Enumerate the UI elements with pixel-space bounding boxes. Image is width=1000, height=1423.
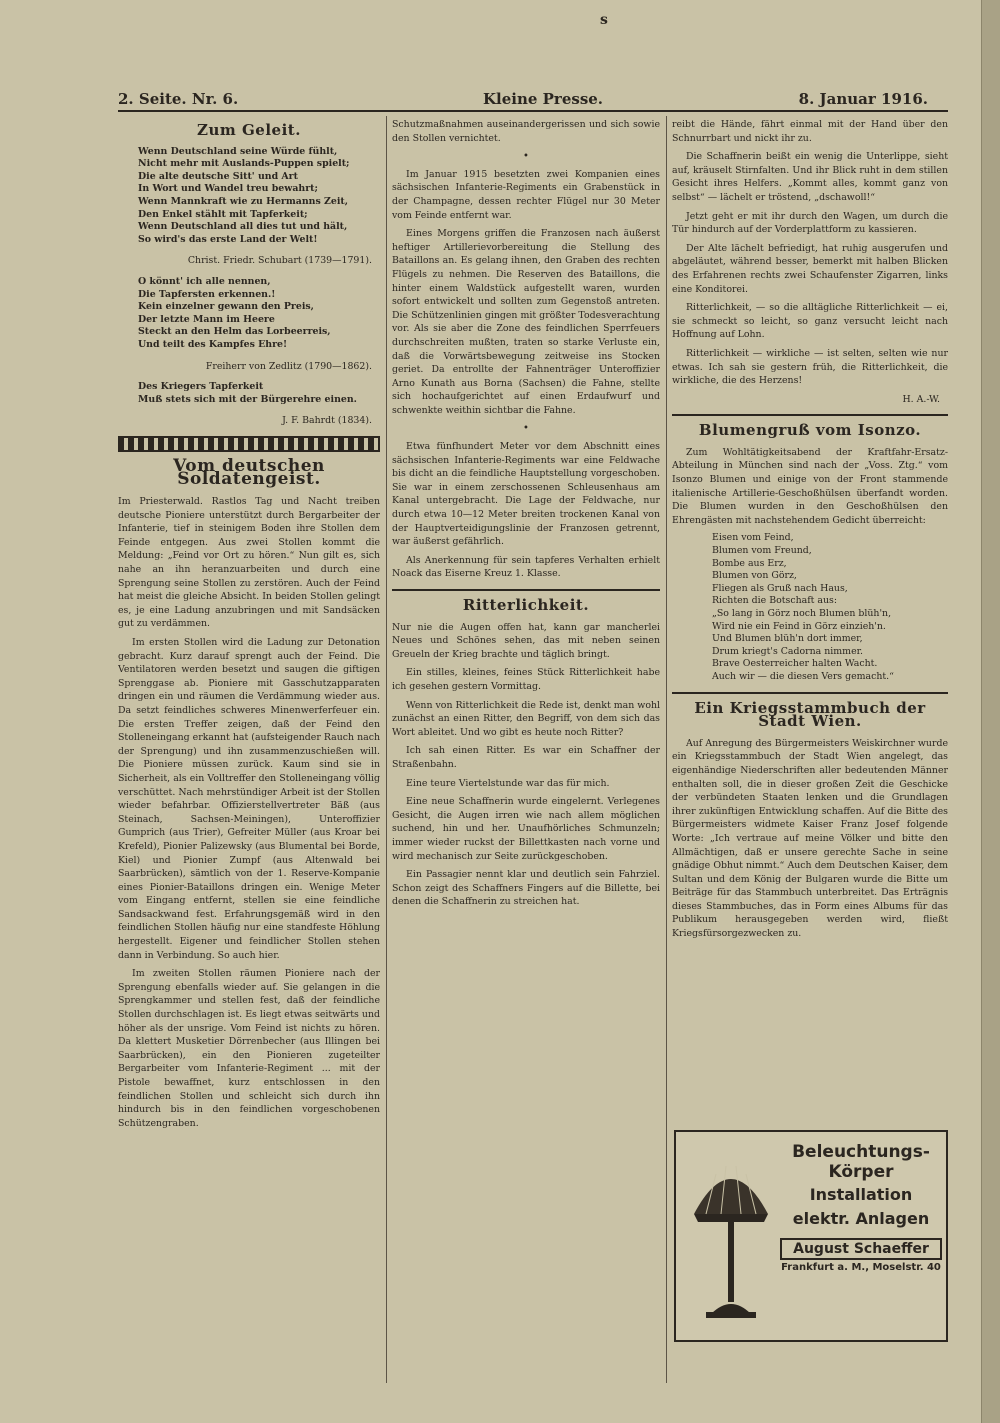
article-paragraph: Ritterlichkeit, — so die alltägliche Ritterlichkeit — ei, sie schmeckt so leicht, so ganz versucht leicht nach Hoffnung auf Lohn. (672, 302, 948, 341)
ornament-divider (118, 436, 380, 452)
section-bullet: • (523, 151, 529, 163)
poem-line: Drum kriegt's Cadorna nimmer. (712, 645, 864, 657)
poem-3 (138, 381, 380, 406)
poem-title: Zum Geleit. (197, 121, 301, 139)
poem-line: Den Enkel stählt mit Tapferkeit; (138, 208, 308, 220)
article-paragraph: Ein stilles, kleines, feines Stück Ritterlichkeit habe ich gesehen gestern Vormittag. (392, 667, 660, 692)
poem-line: Wird nie ein Feind in Görz einzieh'n. (712, 620, 886, 632)
advertisement (674, 1130, 948, 1342)
author-signature: H. A.-W. (902, 393, 940, 405)
poem-line: Fliegen als Gruß nach Haus, (712, 582, 848, 594)
section-rule (672, 414, 948, 416)
column-rule (386, 116, 387, 1383)
lamp-icon (686, 1144, 776, 1324)
article-paragraph: Zum Wohltätigkeitsabend der Kraftfahr-Ersatz-Abteilung in München sind nach der „Voss. Ztg.“ vom Isonzo Blumen und einige von der Front stammende italienische Artillerie-Geschoßhülsen überfandt worden. Die Blumen wurden in den Geschoßhülsen den Ehrengästen mit nachstehendem Gedicht überreicht: (672, 446, 948, 526)
page-number: 2. Seite. Nr. 6. (118, 90, 239, 108)
poem-line: Wenn Deutschland all dies tut und hält, (138, 221, 348, 233)
poem-line: Und teilt des Kampfes Ehre! (138, 338, 288, 350)
poem-1 (138, 146, 380, 247)
article-paragraph: Nur nie die Augen offen hat, kann gar mancherlei Neues und Schönes sehen, das mit neben seinen Greueln der Krieg brachte und täglich bringt. (392, 621, 660, 660)
article-paragraph: Etwa fünfhundert Meter vor dem Abschnitt eines sächsischen Infanterie-Regiments war eine Feldwache bis dicht an die feindliche Hauptstellung vorgeschoben. Sie war in einem zerschossenen Schleusenhaus am Kanal untergebracht. Die Lage der Feldwache, nur durch etwa 10—12 Meter breiten trockenen Kanal von der Hauptverteidigungslinie der Franzosen getrennt, war äußerst gefährlich. (392, 441, 660, 548)
poem-line: „So lang in Görz noch Blumen blüh'n, (712, 608, 892, 619)
article-paragraph: Als Anerkennung für sein tapferes Verhalten erhielt Noack das Eiserne Kreuz 1. Klasse. (392, 554, 660, 580)
poem-line: Richten die Botschaft aus: (712, 595, 838, 607)
ad-line: elektr. Anlagen (792, 1209, 930, 1228)
poem-line: Die alte deutsche Sitt' und Art (138, 170, 298, 182)
poem-attribution: Freiherr von Zedlitz (1790—1862). (205, 360, 372, 372)
poem-line: Und Blumen blüh'n dort immer, (712, 633, 863, 645)
poem-line: Blumen von Görz, (712, 570, 797, 582)
ad-line: Beleuchtungs- (792, 1142, 930, 1162)
section-rule (392, 589, 660, 591)
article-paragraph: Eine teure Viertelstunde war das für mich. (406, 777, 610, 789)
poem-line: Auch wir — die diesen Vers gemacht.“ (712, 670, 894, 682)
article-paragraph: Im Priesterwald. Rastlos Tag und Nacht treiben deutsche Pioniere unterstützt durch Bergarbeiter der Infanterie, tief in steinigem Boden ihre Stollen dem Feinde entgegen. Aus zwei Stollen kommt die Meldung: „Feind vor Ort zu hören.“ Nun gilt es, sich nahe an ihn heranzuarbeiten und durch eine Sprengung seine Stollen zu zerstören. Auch der Feind hat meist die gleiche Absicht. In beiden Stollen gelingt es, je eine Ladung anzubringen und mit Sandsäcken gut zu verdämmen. (118, 496, 380, 630)
article-paragraph: Jetzt geht er mit ihr durch den Wagen, um durch die Tür hindurch auf der Vorderplattform zu kassieren. (672, 210, 948, 236)
article-title: Vom deutschen Soldatengeist. (173, 455, 325, 490)
poem-line: Brave Oesterreicher halten Wacht. (712, 658, 878, 670)
poem-line: Blumen vom Freund, (712, 545, 812, 557)
poem-line: So wird's das erste Land der Welt! (138, 233, 318, 245)
article-paragraph: Wenn von Ritterlichkeit die Rede ist, denkt man wohl zunächst an einen Ritter, den Begriff, von dem sich das Wort ableitet. Und wo gibt es heute noch Ritter? (392, 699, 660, 738)
poem-2 (138, 276, 380, 352)
poem-attribution: Christ. Friedr. Schubart (1739—1791). (187, 255, 372, 267)
article-paragraph: Im ersten Stollen wird die Ladung zur Detonation gebracht. Kurz darauf sprengt auch der Feind. Die Ventilatoren werden besetzt und saugen die giftigen Sprenggase ab. Pioniere mit Gasschutzapparaten dringen ein und räumen die Verdämmung wieder aus. Da setzt feindliches schweres Minenwerferfeuer ein. Die ersten Treffer zeigen, daß der Feind den Stolleneingang erkannt hat (aufsteigender Rauch nach der Sprengung) und ihn zusammenzuschießen will. Die Pioniere müssen zurück. Kaum sind sie in Sicherheit, als ein Volltreffer den Stolleneingang völlig verschüttet. Nach mehrstündiger Arbeit ist der Stollen wieder befahrbar. Offizierstellvertreter Bäß (aus Steinach, Sachsen-Meiningen), Unteroffizier Gumprich (aus Trier), Gefreiter Müller (aus Kroar bei Krefeld), Pionier Palizewsky (aus Blumental bei Borde, Kiel) und Pionier Zumpf (aus Altenwald bei Saarbrücken), sämtlich von der 1. Reserve-Kompanie eines Pionier-Bataillons dringen ein. Wenige Meter vom Eingang entfernt, stellen sie eine feindliche Sandsackwand fest. Erfahrungsgemäß wird in den feindlichen Stollen häufig nur eine standfeste Höhlung hergestellt. Eigener und feindlicher Stollen stehen dann in Verbindung. So auch hier. (118, 637, 380, 961)
poem-line: Der letzte Mann im Heere (138, 313, 275, 325)
poem-line: Die Tapfersten erkennen.! (138, 288, 276, 300)
poem-isonzo (712, 532, 948, 683)
issue-date: 8. Januar 1916. (798, 90, 928, 108)
article-paragraph: Der Alte lächelt befriedigt, hat ruhig ausgerufen und abgeläutet, während besser, bemerkt mit halben Blicken des Erfahrenen rechts zwei Schaufenster Zigarren, links eine Konditorei. (672, 242, 948, 295)
article-paragraph: reibt die Hände, fährt einmal mit der Hand über den Schnurrbart und nickt ihr zu. (672, 119, 948, 144)
article-paragraph: Im Januar 1915 besetzten zwei Kompanien eines sächsischen Infanterie-Regiments ein Grabenstück in der Champagne, dessen rechter Flügel nur 30 Meter vom Feinde entfernt war. (392, 168, 660, 221)
article-title: Blumengruß vom Isonzo. (698, 421, 922, 440)
article-paragraph: Im zweiten Stollen räumen Pioniere nach der Sprengung ebenfalls wieder auf. Sie gelangen in die Sprengkammer und stellen fest, daß der feindliche Stollen durchschlagen ist. Es liegt etwas seitwärts und höher als der unsrige. Vom Feind ist nichts zu hören. Da klettert Musketier Dörrenbecher (aus Illingen bei Saarbrücken), ein den Pionieren zugeteilter Bergarbeiter vom Infanterie-Regiment ... mit der Pistole bewaffnet, kurz entschlossen in den feindlichen Stollen und schleicht sich durch ihn hindurch bis in den feindlichen vorgeschobenen Schützengraben. (118, 968, 380, 1129)
newspaper-title: Kleine Presse. (483, 90, 604, 108)
poem-line: Kein einzelner gewann den Preis, (138, 301, 314, 313)
page-edge (981, 0, 1000, 1423)
poem-attribution: J. F. Bahrdt (1834). (282, 415, 372, 427)
article-paragraph: Schutzmaßnahmen auseinandergerissen und sich sowie den Stollen vernichtet. (392, 119, 660, 144)
article-paragraph: Auf Anregung des Bürgermeisters Weiskirchner wurde ein Kriegsstammbuch der Stadt Wien angelegt, das eigenhändige Niederschriften aller bedeutenden Männer enthalten soll, die in dieser großen Zeit die Geschicke der verbündeten Staaten lenken und die Grundlagen ihrer zukünftigen Entwicklung schaffen. Auf die Bitte des Bürgermeisters widmete Kaiser Franz Josef folgende Worte: „Ich vertraue auf meine Völker und bitte den Allmächtigen, daß er unsere gerechte Sache in seine gnädige Obhut nimmt.“ Auch dem Deutschen Kaiser, dem Sultan und dem König der Bulgaren wurde die Bitte um Beiträge für das Stammbuch unterbreitet. Das Erträgnis dieses Stammbuches, das in Form eines Albums für das Publikum herausgegeben werden wird, fließt Kriegsfürsorgezwecken zu. (672, 737, 948, 940)
poem-line: Bombe aus Erz, (712, 557, 787, 569)
article-paragraph: Eine neue Schaffnerin wurde eingelernt. Verlegenes Gesicht, die Augen irren wie nach allem möglichen suchend, hin und her. Unaufhörliches Schmunzeln; immer wieder ruckst der Billettkasten nach vorne und wird mechanisch zur Seite zurückgeschoben. (392, 796, 660, 862)
column-2 (392, 118, 660, 1383)
section-rule (672, 692, 948, 694)
poem-line: Eisen vom Feind, (712, 532, 794, 544)
poem-line: Muß stets sich mit der Bürgerehre einen. (138, 393, 357, 405)
section-bullet: • (523, 423, 529, 435)
article-paragraph: Ich sah einen Ritter. Es war ein Schaffner der Straßenbahn. (392, 745, 660, 770)
article-title: Ein Kriegsstammbuch der Stadt Wien. (694, 698, 926, 731)
article-paragraph: Eines Morgens griffen die Franzosen nach äußerst heftiger Artillerievorbereitung die Stellung des Bataillons an. Es gelang ihnen, den Graben des rechten Flügels zu nehmen. Die Reserven des Bataillons, die hinter einem Waldstück aufgestellt waren, wurden sofort entwickelt und sollten zum Gegenstoß antreten. Die Schützenlinien gingen mit größter Todesverachtung vor. Als sie aber die Zone des feindlichen Sperrfeuers durchschreiten mußten, traten so starke Verluste ein, daß die Vorwärtsbewegung zeitweise ins Stocken geriet. Da entrollte der Fahnenträger Unteroffizier Arno Kunath aus Borna (Sachsen) die Fahne, stellte sich hochaufgerichtet auf einen Erdaufwurf und schwenkte weithin sichtbar die Fahne. (392, 228, 660, 416)
ad-company: August Schaeffer (780, 1238, 942, 1260)
column-1 (118, 118, 380, 1383)
page-header (118, 88, 948, 112)
poem-line: Des Kriegers Tapferkeit (138, 381, 264, 393)
poem-line: In Wort und Wandel treu bewahrt; (138, 183, 318, 195)
poem-line: Wenn Deutschland seine Würde fühlt, (138, 145, 338, 157)
ad-line: Körper (828, 1162, 894, 1182)
article-paragraph: Ritterlichkeit — wirkliche — ist selten, selten wie nur etwas. Ich sah sie gestern früh, die Ritterlichkeit, die wirkliche, die des Herzens! (672, 347, 948, 387)
article-paragraph: Ein Passagier nennt klar und deutlich sein Fahrziel. Schon zeigt des Schaffners Fingers auf die Billette, bei denen die Schaffnerin zu streichen hat. (392, 869, 660, 908)
poem-line: Nicht mehr mit Auslands-Puppen spielt; (138, 158, 350, 170)
poem-line: Steckt an den Helm das Lorbeerreis, (138, 326, 331, 338)
poem-line: Wenn Mannkraft wie zu Hermanns Zeit, (138, 195, 349, 207)
poem-line: O könnt' ich alle nennen, (138, 275, 271, 287)
ad-address: Frankfurt a. M., Moselstr. 40 (781, 1262, 941, 1273)
ad-text (780, 1142, 942, 1273)
article-paragraph: Die Schaffnerin beißt ein wenig die Unterlippe, sieht auf, kräuselt Stirnfalten. Und ihr Blick ruht in dem stillen Gesicht ihres Helfers. „Kommt alles, kommt ganz von selbst“ — lächelt er tröstend, „dschawoll!“ (672, 151, 948, 203)
article-title: Ritterlichkeit. (462, 596, 590, 614)
column-rule (666, 116, 667, 1383)
print-mark: s (600, 12, 608, 28)
ad-line: Installation (809, 1185, 913, 1204)
